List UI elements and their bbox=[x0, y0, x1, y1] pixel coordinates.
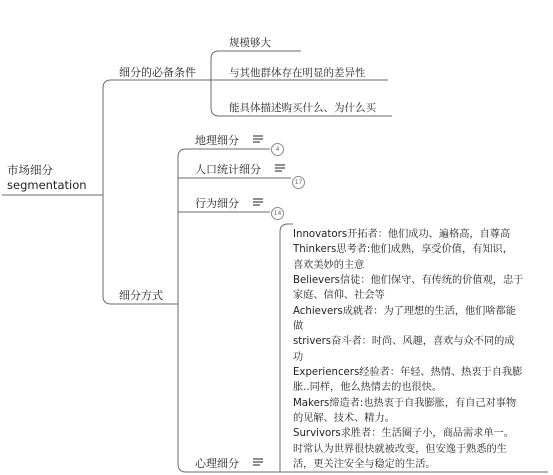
condition-child-1[interactable]: 规模够大 bbox=[229, 37, 271, 49]
note-line: Thinkers思考者:他们成熟，享受价值，有知识， bbox=[293, 244, 513, 256]
method-child-behavior[interactable] bbox=[195, 197, 263, 211]
note-line: Makers缔造者:也热衷于自我膨胀，有自己对事物 bbox=[293, 397, 517, 409]
notes-icon[interactable] bbox=[253, 198, 263, 206]
note-line: Achievers成就者：为了理想的生活，他们啥都能 bbox=[293, 305, 516, 317]
method-child-demographic[interactable] bbox=[195, 163, 285, 177]
notes-icon[interactable] bbox=[275, 164, 285, 172]
note-line: Experiencers经验者：年轻、热情、热衷于自我膨 bbox=[293, 367, 523, 379]
note-line: Believers信徒：他们保守、有传统的价值观，忠于 bbox=[293, 275, 524, 287]
note-line: 的见解、技术、精力。 bbox=[293, 413, 395, 425]
root-title-cn: 市场细分 bbox=[7, 163, 53, 177]
root-to-conditions-connector bbox=[103, 80, 116, 195]
geo-count-badge[interactable]: 4 bbox=[271, 143, 284, 156]
method-child-geo[interactable] bbox=[195, 134, 263, 148]
note-line: 喜欢美妙的主意 bbox=[293, 259, 365, 271]
notes-icon[interactable] bbox=[253, 458, 263, 466]
note-line: Survivors求胜者：生活圈子小，商品需求单一。 bbox=[293, 428, 514, 440]
note-line: 胀..同样，他么热情去的也很快。 bbox=[293, 382, 443, 394]
conditions-to-children-connector bbox=[211, 51, 226, 116]
condition-child-3[interactable]: 能具体描述购买什么、为什么买 bbox=[229, 102, 376, 114]
root-title-en: segmentation bbox=[7, 178, 87, 192]
note-line: 功 bbox=[293, 351, 304, 363]
note-line: 时常认为世界很快就被改变，但安逸于熟悉的生 bbox=[293, 443, 507, 455]
note-line: Innovators开拓者：他们成功、遍格高，自尊高 bbox=[293, 229, 511, 240]
psycho-to-note-connector bbox=[270, 224, 293, 472]
psychographic-note bbox=[293, 227, 550, 473]
branch-conditions[interactable]: 细分的必备条件 bbox=[119, 66, 196, 79]
method-child-psychographic-label: 心理细分 bbox=[195, 457, 239, 470]
root-node[interactable] bbox=[7, 163, 87, 193]
notes-icon[interactable] bbox=[253, 135, 263, 143]
note-line: 家庭、信仰、社会等 bbox=[293, 290, 385, 302]
method-child-psychographic[interactable] bbox=[195, 457, 263, 471]
note-line: 活，更关注安全与稳定的生活。 bbox=[293, 459, 436, 471]
condition-child-2[interactable]: 与其他群体存在明显的差异性 bbox=[229, 67, 366, 79]
note-line: strivers奋斗者：时尚、风趣，喜欢与众不同的成 bbox=[293, 336, 515, 348]
methods-to-children-connector bbox=[178, 149, 192, 472]
branch-methods[interactable]: 细分方式 bbox=[119, 289, 163, 302]
method-child-behavior-label: 行为细分 bbox=[195, 197, 239, 210]
method-child-demographic-label: 人口统计细分 bbox=[195, 163, 261, 176]
note-line: 做 bbox=[293, 321, 304, 333]
method-child-geo-label: 地理细分 bbox=[195, 134, 239, 147]
demographic-count-badge[interactable]: 17 bbox=[292, 176, 305, 189]
root-to-methods-connector bbox=[103, 195, 116, 304]
behavior-count-badge[interactable]: 14 bbox=[271, 207, 284, 220]
